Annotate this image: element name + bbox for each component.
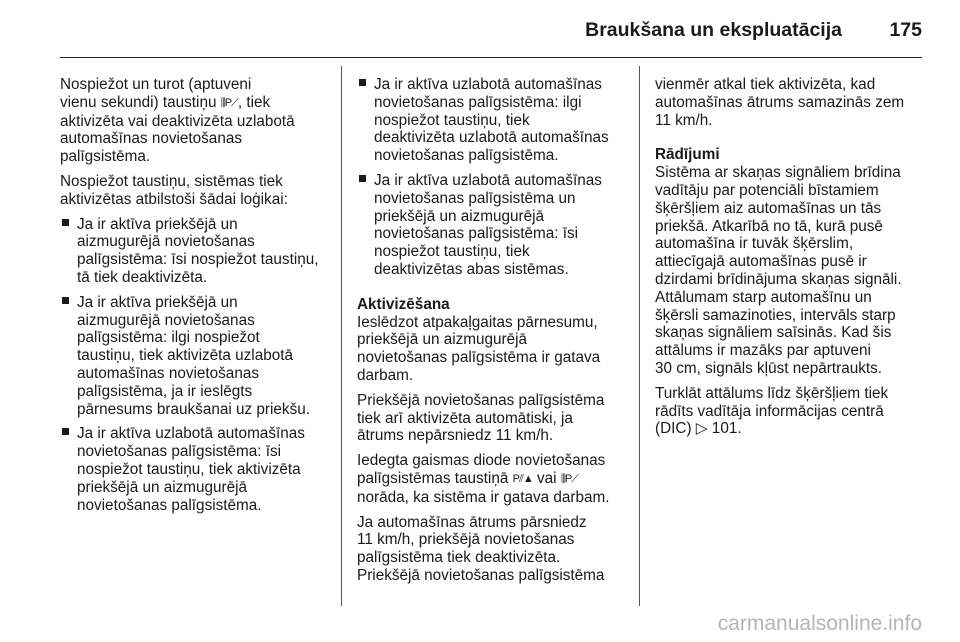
list-item: Ja ir aktīva priekšējā un aizmugurējā novietošanas palīgsistēma: ilgi nospiežot taustiņu, tiek aktivizēta uzlabotā automašīnas novietošanas palīgsistēma, ja ir ieslēgts pārnesums braukšanai uz priekšu.	[60, 294, 328, 419]
paragraph: Iedegta gaismas diode novietošanas palīgsistēmas taustiņā P⫽▲ vai ⫼P⟋ norāda, ka sistēma ir gatava darbam.	[357, 452, 610, 506]
park-assist-icon: P⫽▲	[512, 472, 533, 485]
page-title: Braukšana un ekspluatācija	[585, 19, 842, 41]
section-heading: Aktivizēšana	[357, 295, 450, 313]
section-heading: Rādījumi	[655, 146, 720, 164]
advanced-park-assist-icon: ⫼P⟋	[220, 96, 238, 109]
paragraph: Turklāt attālums līdz šķēršļiem tiek rādīts vadītāja informācijas centrā (DIC) ▷ 101.	[655, 384, 889, 438]
bullet-icon	[62, 219, 69, 226]
column-1	[60, 76, 328, 521]
bullet-icon	[62, 428, 69, 435]
bullet-icon	[359, 79, 366, 86]
list-item: Ja ir aktīva uzlabotā automašīnas novietošanas palīgsistēma: īsi nospiežot taustiņu, tiek aktivizēta priekšējā un aizmugurējā novietošanas palīgsistēma.	[60, 425, 328, 514]
list-item: Ja ir aktīva uzlabotā automašīnas novietošanas palīgsistēma: ilgi nospiežot taustiņu, tiek deaktivizēta uzlabotā automašīnas novietošanas palīgsistēma.	[357, 76, 625, 165]
page-ref-icon[interactable]: ▷	[695, 420, 708, 438]
watermark: carmanualsonline.info	[717, 612, 922, 635]
paragraph: Priekšējā novietošanas palīgsistēma tiek arī aktivizēta automātiski, ja ātrums nepārsniedz 11 km/h.	[357, 391, 605, 445]
bullet-icon	[62, 297, 69, 304]
list-item: Ja ir aktīva priekšējā un aizmugurējā novietošanas palīgsistēma: īsi nospiežot taustiņu, tā tiek deaktivizēta.	[60, 216, 328, 287]
paragraph: vienmēr atkal tiek aktivizēta, kad automašīnas ātrums samazinās zem 11 km/h.	[655, 76, 905, 129]
paragraph: Nospiežot un turot (aptuveni vienu sekundi) taustiņu ⫼P⟋, tiek aktivizēta vai deaktivizēta uzlabotā automašīnas novietošanas palīgsistēma.	[60, 76, 295, 166]
advanced-park-assist-icon: ⫼P⟋	[560, 472, 578, 485]
column-3	[655, 76, 925, 445]
page-number: 175	[889, 19, 922, 41]
header-divider	[60, 57, 922, 58]
bullet-icon	[359, 175, 366, 182]
column-divider-2	[639, 66, 640, 606]
paragraph: Nospiežot taustiņu, sistēmas tiek aktivizētas atbilstoši šādai loģikai:	[60, 172, 288, 208]
paragraph: Ieslēdzot atpakaļgaitas pārnesumu, priekšējā un aizmugurējā novietošanas palīgsistēma ir gatava darbam.	[357, 313, 601, 384]
spacer	[357, 286, 625, 296]
page-header	[0, 0, 960, 60]
spacer	[655, 136, 925, 146]
paragraph: Sistēma ar skaņas signāliem brīdina vadītāju par potenciāli bīstamiem šķēršļiem aiz automašīnas un tās priekšā. Atkarībā no tā, kurā pusē automašīna ir tuvāk šķērslim, attiecīgajā automašīnas pusē ir dzirdami brīdinājuma skaņas signāli. Attālumam starp automašīnu un šķērsli samazinoties, intervāls starp skaņas signāliem saīsinās. Kad šis attālums ir mazāks par aptuveni 30 cm, signāls kļūst nepārtraukts.	[655, 164, 902, 377]
column-2	[357, 76, 625, 592]
column-divider-1	[341, 66, 342, 606]
paragraph: Ja automašīnas ātrums pārsniedz 11 km/h, priekšējā novietošanas palīgsistēma tiek deaktivizēta. Priekšējā novietošanas palīgsistēma	[357, 513, 605, 584]
list-item: Ja ir aktīva uzlabotā automašīnas novietošanas palīgsistēma un priekšējā un aizmugurējā novietošanas palīgsistēma: īsi nospiežot taustiņu, tiek deaktivizētas abas sistēmas.	[357, 172, 625, 279]
